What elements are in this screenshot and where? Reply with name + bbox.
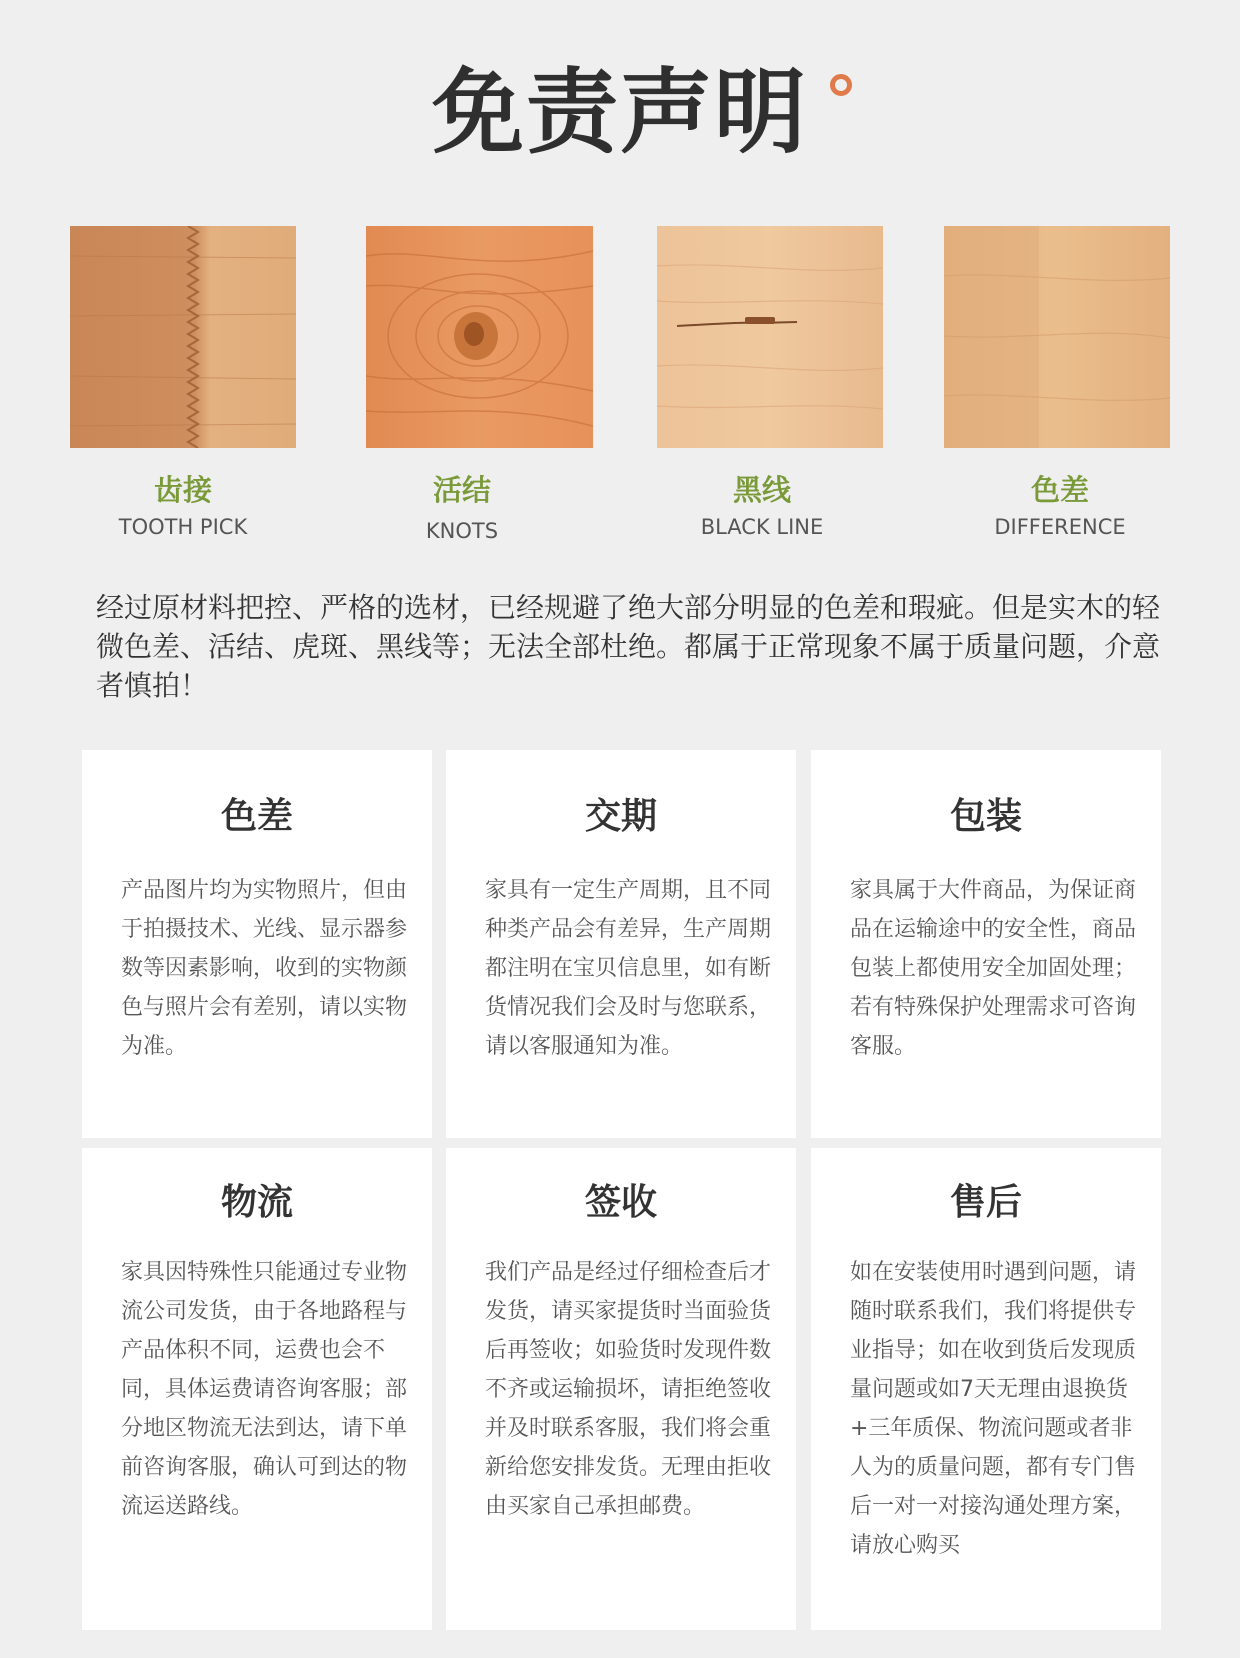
caption-black-line [612, 470, 912, 542]
page-title-text: 免责声明 [431, 59, 808, 166]
caption-cn: 黑线 [732, 473, 791, 507]
wood-color-difference-image [944, 226, 1170, 448]
caption-en: DIFFERENCE [994, 515, 1126, 539]
caption-cn: 色差 [1030, 473, 1089, 507]
card-signing [446, 1148, 796, 1630]
card-title: 包装 [949, 796, 1022, 837]
card-color-difference [82, 750, 432, 1138]
wood-knot-image [366, 226, 593, 448]
caption-difference [910, 470, 1210, 542]
card-packaging [811, 750, 1161, 1138]
caption-tooth-pick [33, 470, 333, 542]
caption-cn: 齿接 [153, 473, 212, 507]
card-title: 签收 [584, 1182, 657, 1223]
card-logistics [82, 1148, 432, 1630]
card-body: 产品图片均为实物照片，但由于拍摄技术、光线、显示器参数等因素影响，收到的实物颜色与照片会有差别，请以实物为准。 [121, 878, 408, 1059]
page-title [432, 58, 808, 168]
wood-black-line-image [657, 226, 883, 448]
card-after-sales [811, 1148, 1161, 1630]
caption-cn: 活结 [432, 473, 491, 507]
card-title: 色差 [220, 796, 293, 837]
caption-knots [312, 470, 612, 546]
card-body: 我们产品是经过仔细检查后才发货，请买家提货时当面验货后再签收；如验货时发现件数不齐或运输损坏，请拒绝签收并及时联系客服，我们将会重新给您安排发货。无理由拒收由买家自己承担邮费。 [485, 1260, 772, 1519]
card-delivery-time [446, 750, 796, 1138]
title-circle-icon [830, 74, 852, 96]
caption-en: KNOTS [425, 519, 499, 543]
card-body: 家具有一定生产周期，且不同种类产品会有差异，生产周期都注明在宝贝信息里，如有断货情况我们会及时与您联系，请以客服通知为准。 [485, 878, 772, 1059]
card-body: 如在安装使用时遇到问题，请随时联系我们，我们将提供专业指导；如在收到货后发现质量问题或如7天无理由退换货+三年质保、物流问题或者非人为的质量问题，都有专门售后一对一对接沟通处理方案，请放心购买 [850, 1260, 1137, 1558]
card-body: 家具因特殊性只能通过专业物流公司发货，由于各地路程与产品体积不同，运费也会不同，具体运费请咨询客服；部分地区物流无法到达，请下单前咨询客服，确认可到达的物流运送路线。 [121, 1260, 408, 1519]
card-title: 物流 [220, 1182, 293, 1223]
card-body: 家具属于大件商品，为保证商品在运输途中的安全性，商品包装上都使用安全加固处理；若有特殊保护处理需求可咨询客服。 [850, 878, 1137, 1059]
caption-en: BLACK LINE [700, 515, 824, 539]
card-title: 售后 [949, 1182, 1022, 1223]
wood-finger-joint-image [70, 226, 296, 448]
intro-paragraph: 经过原材料把控、严格的选材，已经规避了绝大部分明显的色差和瑕疵。但是实木的轻微色差、活结、虎斑、黑线等；无法全部杜绝。都属于正常现象不属于质量问题，介意者慎拍！ [96, 591, 1161, 702]
caption-en: TOOTH PICK [118, 515, 248, 539]
title-wrap [0, 58, 1240, 168]
card-title: 交期 [584, 796, 657, 837]
